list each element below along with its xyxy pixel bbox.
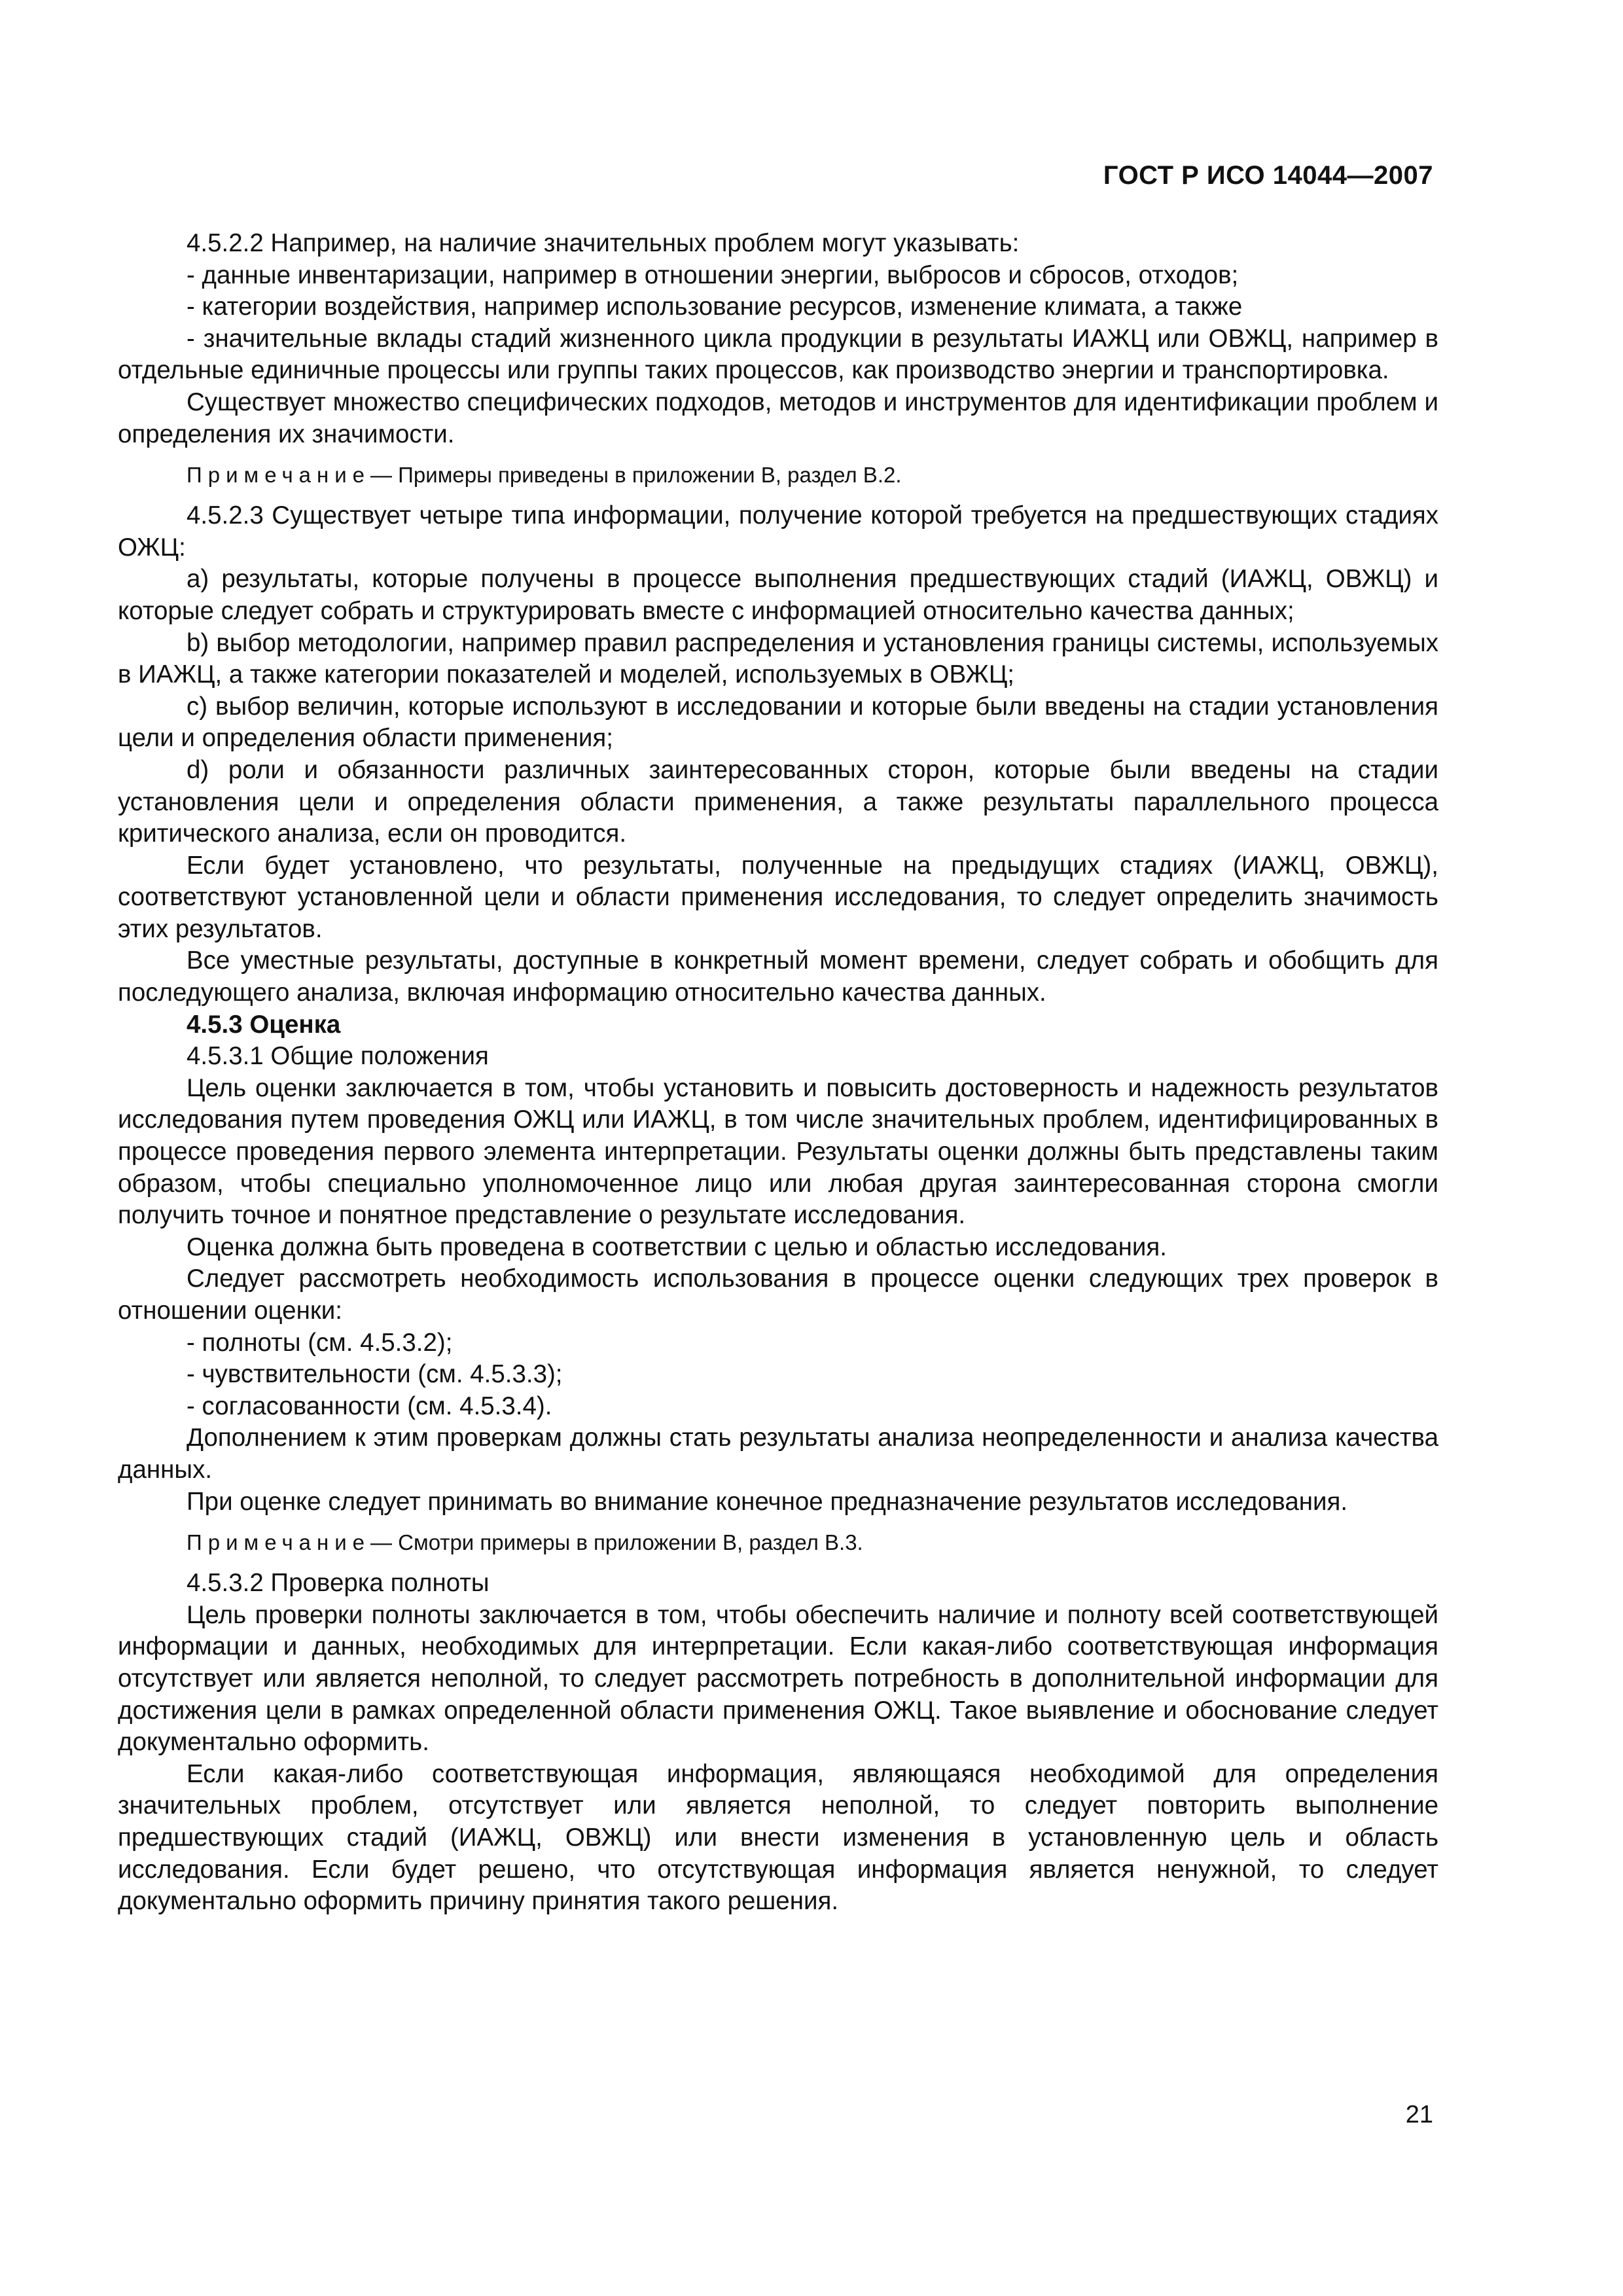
paragraph-collect-results: Все уместные результаты, доступные в конкретный момент времени, следует собрать и обобщить для последующего анализа, включая информацию относительно качества данных. [118,946,1438,1007]
clause-4-5-2-2: 4.5.2.2 Например, на наличие значительных проблем могут указывать: [187,229,1020,257]
note-label: Примечание [187,1530,371,1555]
list-item-a: a) результаты, которые получены в процессе выполнения предшествующих стадий (ИАЖЦ, ОВЖЦ) и которые следует собрать и структурировать вместе с информацией относительно качества данных; [118,565,1438,625]
list-item-impact-categories: - категории воздействия, например использование ресурсов, изменение климата, а также [187,293,1243,321]
list-item-inventory: - данные инвентаризации, например в отношении энергии, выбросов и сбросов, отходов; [187,260,1239,289]
note-text: — Примеры приведены в приложении В, раздел В.2. [370,463,902,488]
note-2 [118,1528,1438,1557]
subsection-heading-4-5-3-1: 4.5.3.1 Общие положения [187,1042,489,1071]
list-item-sensitivity: - чувствительности (см. 4.5.3.3); [187,1360,563,1389]
document-body [118,228,1438,1918]
paragraph-evaluation-scope: Оценка должна быть проведена в соответствии с целью и областью исследования. [187,1232,1167,1261]
list-item-lifecycle-contributions: - значительные вклады стадий жизненного цикла продукции в результаты ИАЖЦ или ОВЖЦ, например в отдельные единичные процессы или группы таких процессов, как производство энергии и транспортировка. [118,324,1438,385]
list-item-d: d) роли и обязанности различных заинтересованных сторон, которые были введены на стадии установления цели и определения области применения, а также результаты параллельного процесса критического анализа, если он проводится. [118,755,1438,848]
list-item-b: b) выбор методологии, например правил распределения и установления границы системы, используемых в ИАЖЦ, а также категории показателей и моделей, используемых в ОВЖЦ; [118,628,1438,689]
note-label: Примечание [187,463,371,488]
section-heading-4-5-3: 4.5.3 Оценка [187,1010,341,1039]
page-number: 21 [1405,2101,1433,2128]
list-item-completeness: - полноты (см. 4.5.3.2); [187,1328,453,1357]
list-item-c: c) выбор величин, которые используют в исследовании и которые были введены на стадии установления цели и определения области применения; [118,692,1438,753]
paragraph-completeness-goal: Цель проверки полноты заключается в том, чтобы обеспечить наличие и полноту всей соответствующей информации и данных, необходимых для интерпретации. Если какая-либо соответствующая информация отсутствует или является неполной, то следует рассмотреть потребность в дополнительной информации для достижения цели в рамках определенной области применения ОЖЦ. Такое выявление и обоснование следует документально оформить. [118,1600,1438,1757]
note-1 [118,461,1438,490]
paragraph-significance: Если будет установлено, что результаты, полученные на предыдущих стадиях (ИАЖЦ, ОВЖЦ), соответствуют установленной цели и области применения исследования, то следует определить значимость этих результатов. [118,851,1438,943]
document-header: ГОСТ Р ИСО 14044—2007 [1103,161,1433,190]
clause-4-5-2-3: 4.5.2.3 Существует четыре типа информации, получение которой требуется на предшествующих стадиях ОЖЦ: [118,501,1438,562]
paragraph-approaches: Существует множество специфических подходов, методов и инструментов для идентификации проблем и определения их значимости. [118,387,1438,448]
subsection-heading-4-5-3-2: 4.5.3.2 Проверка полноты [187,1569,490,1598]
paragraph-intended-use: При оценке следует принимать во внимание конечное предназначение результатов исследования. [187,1487,1348,1516]
paragraph-evaluation-goal: Цель оценки заключается в том, чтобы установить и повысить достоверность и надежность результатов исследования путем проведения ОЖЦ или ИАЖЦ, в том числе значительных проблем, идентифицированных в процессе проведения первого элемента интерпретации. Результаты оценки должны быть представлены таким образом, чтобы специально уполномоченное лицо или любая другая заинтересованная сторона смогли получить точное и понятное представление о результате исследования. [118,1073,1438,1230]
paragraph-three-checks: Следует рассмотреть необходимость использования в процессе оценки следующих трех проверок в отношении оценки: [118,1265,1438,1325]
note-text: — Смотри примеры в приложении В, раздел В.3. [370,1530,863,1555]
paragraph-uncertainty: Дополнением к этим проверкам должны стать результаты анализа неопределенности и анализа качества данных. [118,1424,1438,1484]
paragraph-missing-information: Если какая-либо соответствующая информация, являющаяся необходимой для определения значительных проблем, отсутствует или является неполной, то следует повторить выполнение предшествующих стадий (ИАЖЦ, ОВЖЦ) или внести изменения в установленную цель и область исследования. Если будет решено, что отсутствующая информация является ненужной, то следует документально оформить причину принятия такого решения. [118,1759,1438,1916]
list-item-consistency: - согласованности (см. 4.5.3.4). [187,1391,552,1420]
